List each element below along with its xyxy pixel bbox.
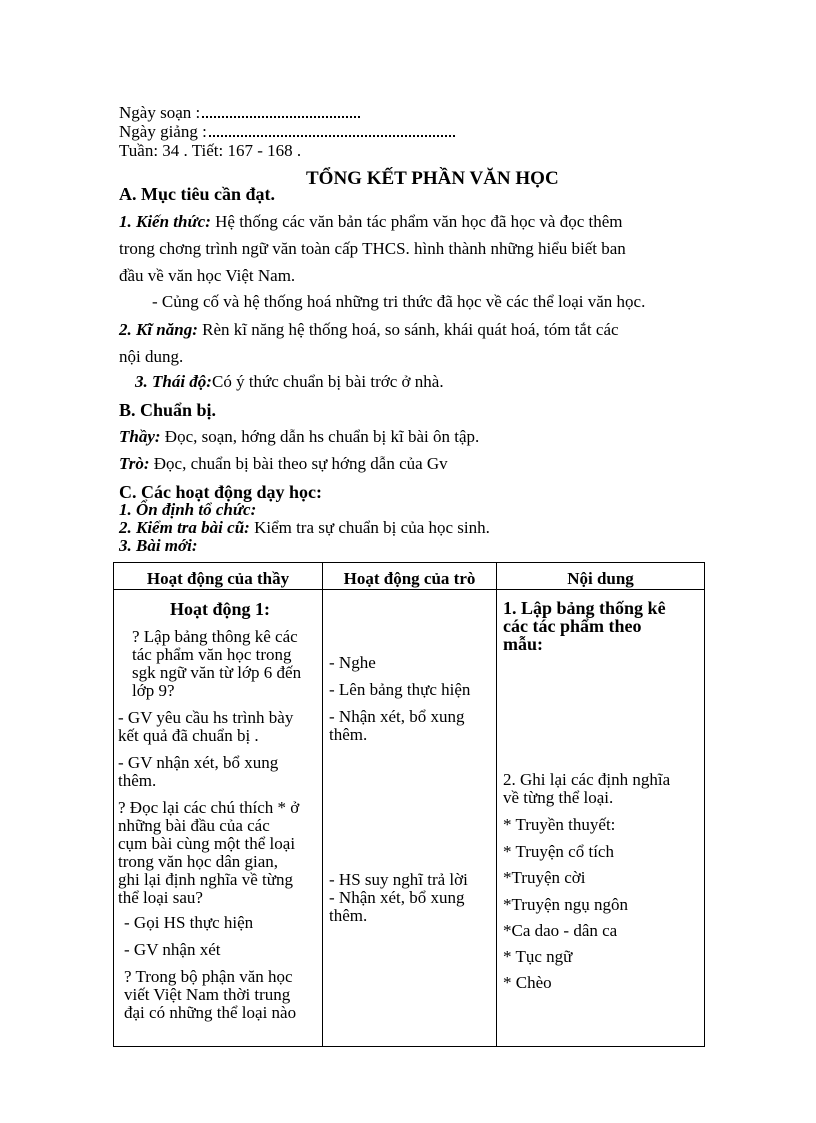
student-s5-line-1: - Nhận xét, bổ xung — [329, 888, 465, 907]
header-teacher: Hoạt động của thầy — [114, 563, 323, 590]
kien-thuc-paragraph — [119, 208, 719, 289]
thay-label: Thầy: — [119, 427, 161, 446]
student-s3-line-2: thêm. — [329, 725, 368, 744]
thai-do-line — [135, 372, 444, 392]
teacher-q2-line-3: cụm bài cùng một thể loại — [118, 834, 296, 853]
student-s2: - Lên bảng thực hiện — [329, 680, 471, 699]
teacher-gv1-line-1: - GV yêu cầu hs trình bày — [118, 708, 294, 727]
student-s5-line-2: thêm. — [329, 906, 368, 925]
header-student: Hoạt động của trò — [323, 563, 497, 590]
section-b-heading: B. Chuẩn bị. — [119, 400, 217, 420]
ngay-giang-blank — [209, 123, 455, 137]
teacher-q2-line-4: trong văn học dân gian, — [118, 852, 279, 871]
teacher-q1-line-2: tác phẩm văn học trong — [132, 645, 292, 664]
ki-nang-label: 2. Kĩ năng: — [119, 320, 198, 339]
header-content: Nội dung — [497, 563, 705, 590]
tro-line — [119, 454, 448, 474]
teacher-q3-line-3: đại có những thể loại nào — [124, 1003, 297, 1022]
ki-nang-line-2: nội dung. — [119, 347, 184, 366]
teacher-q2-line-1: ? Đọc lại các chú thích * ở — [118, 798, 300, 817]
kiem-tra-line — [119, 518, 490, 538]
lesson-table — [113, 562, 705, 1047]
genre-item: *Truyện cời — [503, 868, 586, 887]
activity-title: Hoạt động 1: — [170, 599, 271, 619]
genre-item: * Tục ngữ — [503, 947, 573, 966]
content-c1-line-2: các tác phẩm theo — [503, 616, 642, 636]
table-body-row — [114, 590, 705, 1047]
thai-do-text: Có ý thức chuẩn bị bài trớc ở nhà. — [211, 372, 444, 391]
thay-line — [119, 427, 479, 447]
student-s3-line-1: - Nhận xét, bổ xung — [329, 707, 465, 726]
ngay-soan-label: Ngày soạn : — [119, 103, 201, 122]
content-c1-line-1: 1. Lập bảng thống kê — [503, 598, 666, 618]
genre-item: *Truyện ngụ ngôn — [503, 895, 628, 914]
kien-thuc-label: 1. Kiến thức: — [119, 212, 211, 231]
genre-item: *Ca dao - dân ca — [503, 921, 618, 940]
kien-thuc-sub: - Củng cố và hệ thống hoá những tri thức đã học về các thể loại văn học. — [152, 292, 646, 311]
kien-thuc-line-2: trong chơng trình ngữ văn toàn cấp THCS. hình thành những hiểu biết ban — [119, 239, 626, 258]
content-c1-line-3: mẫu: — [503, 634, 543, 654]
teacher-q1-line-3: sgk ngữ văn từ lớp 6 đến — [132, 663, 302, 682]
teacher-q2-line-6: thể loại sau? — [118, 888, 203, 907]
tuan-tiet: Tuần: 34 . Tiết: 167 - 168 . — [119, 141, 302, 160]
genre-item: * Truyện cổ tích — [503, 842, 614, 861]
teacher-q2-line-2: những bài đầu của các — [118, 816, 270, 835]
teacher-q3-line-2: viết Việt Nam thời trung — [124, 985, 291, 1004]
kiem-tra-label: 2. Kiểm tra bài cũ: — [119, 518, 250, 537]
content-c2-line-1: 2. Ghi lại các định nghĩa — [503, 770, 671, 789]
genre-item: * Chèo — [503, 973, 552, 992]
content-c2-line-2: về từng thể loại. — [503, 788, 614, 807]
thai-do-label: 3. Thái độ: — [135, 372, 212, 391]
tro-text: Đọc, chuẩn bị bài theo sự hớng dẫn của Gv — [149, 454, 448, 473]
section-a-heading: A. Mục tiêu cần đạt. — [119, 184, 275, 204]
student-s4: - HS suy nghĩ trả lời — [329, 870, 468, 889]
ki-nang-paragraph — [119, 316, 719, 370]
page-title: TỔNG KẾT PHẦN VĂN HỌC — [306, 168, 559, 189]
teacher-gv2-line-1: - GV nhận xét, bổ xung — [118, 753, 279, 772]
ngay-soan-line — [119, 103, 360, 123]
teacher-q1-line-4: lớp 9? — [132, 681, 175, 700]
student-s1: - Nghe — [329, 653, 376, 672]
bai-moi: 3. Bài mới: — [119, 536, 198, 555]
on-dinh-to-chuc: 1. Ổn định tổ chức: — [119, 500, 257, 519]
table-header-row — [114, 563, 705, 590]
teacher-cell — [114, 590, 323, 1047]
student-cell — [323, 590, 497, 1047]
teacher-gv4: - GV nhận xét — [124, 940, 221, 959]
ki-nang-line-1: Rèn kĩ năng hệ thống hoá, so sánh, khái quát hoá, tóm tắt các — [197, 320, 619, 339]
teacher-q3-line-1: ? Trong bộ phận văn học — [124, 967, 293, 986]
teacher-gv2-line-2: thêm. — [118, 771, 157, 790]
ngay-soan-blank — [202, 104, 360, 118]
tro-label: Trò: — [119, 454, 150, 473]
teacher-gv3: - Gọi HS thực hiện — [124, 913, 254, 932]
teacher-q1-line-1: ? Lập bảng thông kê các — [132, 627, 298, 646]
kien-thuc-line-3: đầu về văn học Việt Nam. — [119, 266, 296, 285]
genre-item: * Truyền thuyết: — [503, 815, 616, 834]
section-c-heading: C. Các hoạt động dạy học: — [119, 482, 323, 502]
kien-thuc-line-1: Hệ thống các văn bản tác phẩm văn học đã học và đọc thêm — [210, 212, 623, 231]
teacher-q2-line-5: ghi lại định nghĩa về từng — [118, 870, 293, 889]
teacher-gv1-line-2: kết quả đã chuẩn bị . — [118, 726, 259, 745]
ngay-giang-line — [119, 122, 455, 142]
ngay-giang-label: Ngày giảng : — [119, 122, 207, 141]
thay-text: Đọc, soạn, hớng dẫn hs chuẩn bị kĩ bài ôn tập. — [160, 427, 480, 446]
kiem-tra-text: Kiểm tra sự chuẩn bị của học sinh. — [249, 518, 490, 537]
content-cell — [497, 590, 705, 1047]
